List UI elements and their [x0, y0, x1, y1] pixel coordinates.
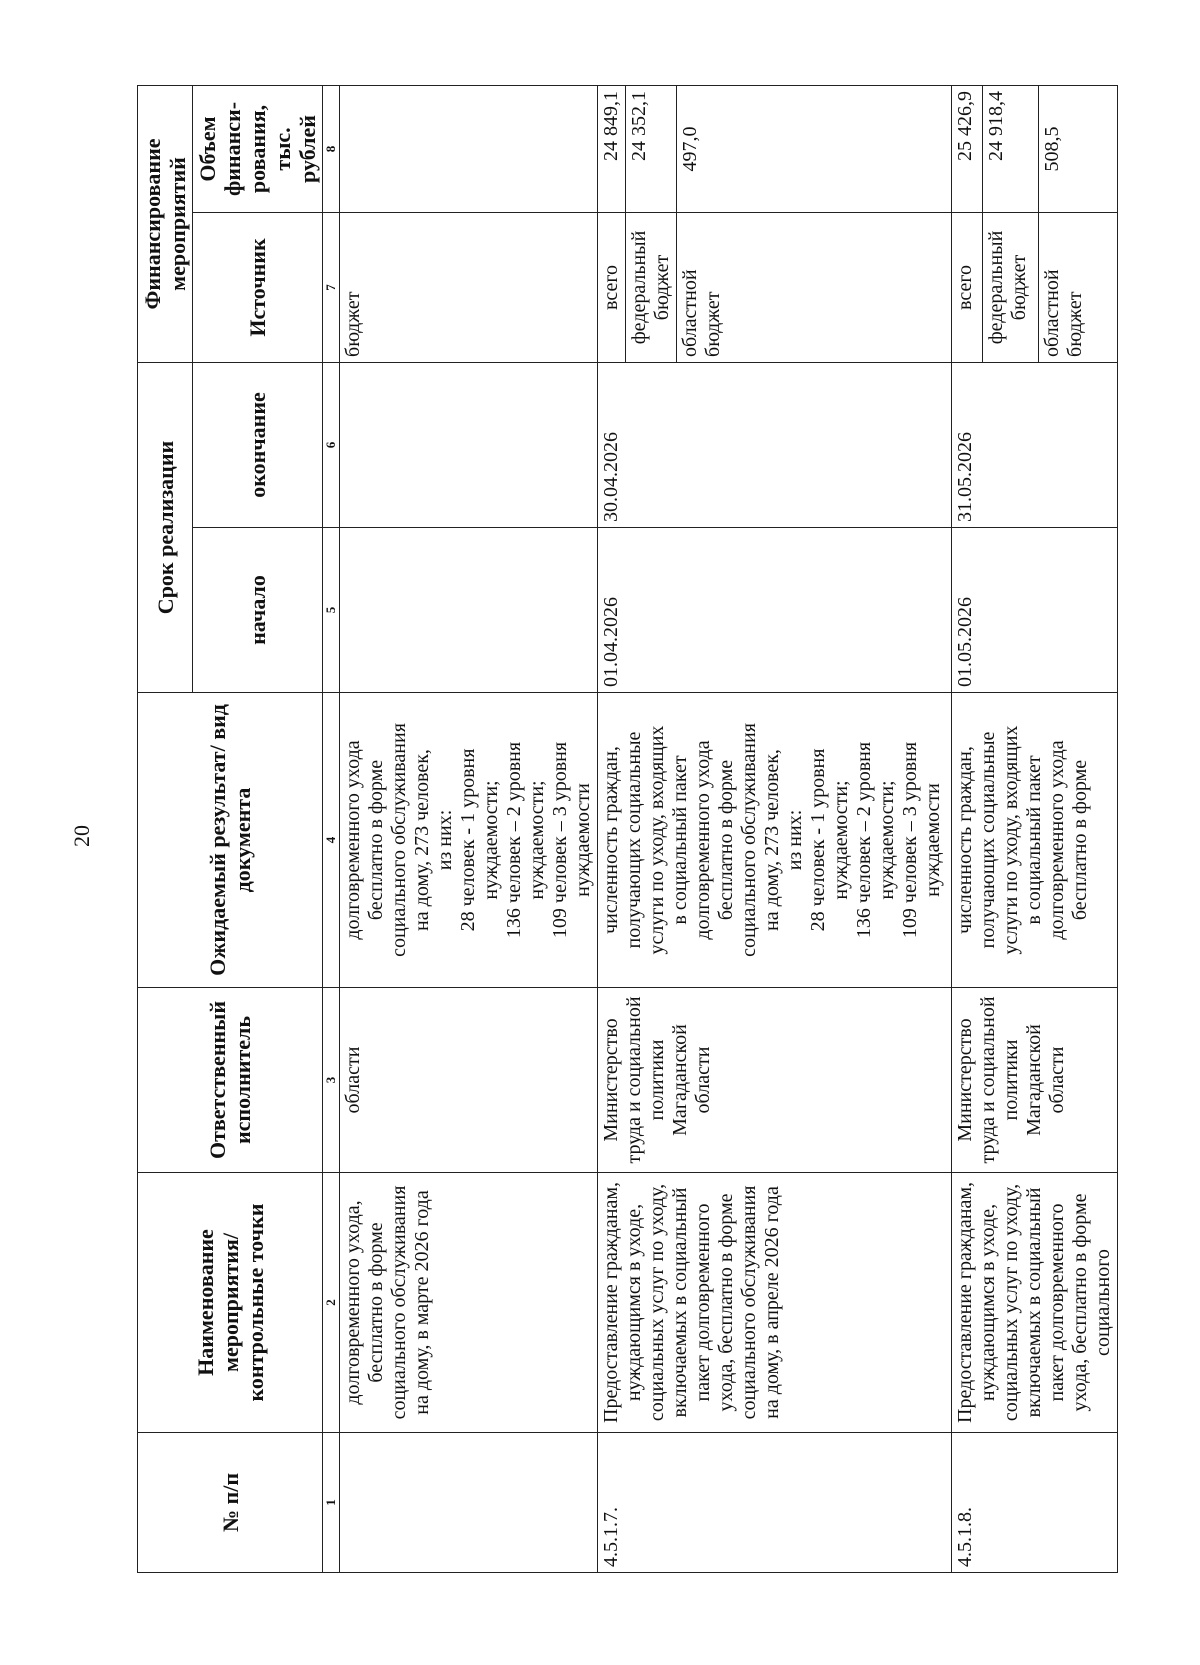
row-end: 30.04.2026	[598, 362, 952, 527]
result-line: из них:	[784, 809, 806, 871]
result-line: долговременного ухода	[342, 740, 364, 940]
row-name: Предоставление гражданам, нуждающимся в уходе, социальных услуг по уходу, включаемых в социальный пакет долговременного ухода, бесплатно в форме социального	[952, 1173, 1118, 1433]
row-end: 31.05.2026	[952, 362, 1118, 527]
header-amount: Объем финанси-рования, тыс. рублей	[193, 85, 323, 212]
result-line: долговременного ухода	[692, 740, 714, 940]
result-line: в социальный пакет	[669, 755, 691, 925]
column-number: 3	[323, 988, 340, 1173]
activities-table	[137, 85, 1118, 1573]
column-number: 8	[323, 85, 340, 212]
finance-amount: 24 849,1	[598, 85, 626, 212]
row-result	[340, 693, 598, 988]
result-line: 109 человек – 3 уровня	[549, 741, 571, 939]
result-line: получающих социальные	[977, 731, 999, 949]
row-name: долговременного ухода, бесплатно в форме социального обслуживания на дому, в марте 2026 года	[340, 1173, 598, 1433]
result-line: 109 человек – 3 уровня	[899, 741, 921, 939]
result-line: социального обслуживания	[388, 723, 410, 957]
finance-source: всего	[952, 212, 983, 362]
result-line: нуждаемости;	[526, 780, 548, 900]
result-line: услуги по уходу, входящих	[646, 725, 668, 955]
result-line: бесплатно в форме	[1069, 759, 1091, 921]
table-row	[598, 85, 626, 1572]
row-end	[340, 362, 598, 527]
header-executor: Ответственный исполнитель	[138, 988, 323, 1173]
finance-source: федеральный бюджет	[982, 212, 1038, 362]
result-line: из них:	[434, 809, 456, 871]
column-number: 7	[323, 212, 340, 362]
finance-amount: 497,0	[677, 85, 952, 212]
finance-source: областной бюджет	[1038, 212, 1117, 362]
row-start: 01.05.2026	[952, 528, 1118, 693]
finance-amount: 508,5	[1038, 85, 1117, 212]
result-line: услуги по уходу, входящих	[1000, 725, 1022, 955]
result-line: численность граждан,	[600, 746, 622, 934]
column-numbers-row	[323, 85, 340, 1572]
row-executor: Министерство труда и социальной политики Магаданской области	[952, 988, 1118, 1173]
row-start: 01.04.2026	[598, 528, 952, 693]
row-num: 4.5.1.8.	[952, 1433, 1118, 1573]
finance-source: федеральный бюджет	[626, 212, 677, 362]
column-number: 6	[323, 362, 340, 527]
result-line: нуждаемости	[922, 783, 944, 897]
header-result: Ожидаемый результат/ вид документа	[138, 693, 323, 988]
header-finance: Финансирование мероприятий	[138, 85, 193, 362]
row-num	[340, 1433, 598, 1573]
row-result	[598, 693, 952, 988]
result-line: численность граждан,	[954, 746, 976, 934]
result-line: 28 человек - 1 уровня	[457, 748, 479, 932]
result-line: бесплатно в форме	[365, 759, 387, 921]
table-row	[952, 85, 983, 1572]
result-line: на дому, 273 человек,	[761, 749, 783, 931]
result-line: бесплатно в форме	[715, 759, 737, 921]
finance-source: всего	[598, 212, 626, 362]
finance-amount: 24 918,4	[982, 85, 1038, 212]
column-number: 2	[323, 1173, 340, 1433]
result-line: нуждаемости;	[876, 780, 898, 900]
result-line: социального обслуживания	[738, 723, 760, 957]
result-line: нуждаемости;	[830, 780, 852, 900]
header-row-1	[138, 85, 193, 1572]
row-executor: Министерство труда и социальной политики Магаданской области	[598, 988, 952, 1173]
column-number: 1	[323, 1433, 340, 1573]
result-line: нуждаемости;	[480, 780, 502, 900]
result-line: на дому, 273 человек,	[411, 749, 433, 931]
row-start	[340, 528, 598, 693]
header-source: Источник	[193, 212, 323, 362]
result-line: получающих социальные	[623, 731, 645, 949]
row-num: 4.5.1.7.	[598, 1433, 952, 1573]
result-line: долговременного ухода	[1046, 740, 1068, 940]
header-num: № п/п	[138, 1433, 323, 1573]
table-row	[340, 85, 598, 1572]
column-number: 4	[323, 693, 340, 988]
row-name: Предоставление гражданам, нуждающимся в уходе, социальных услуг по уходу, включаемых в социальный пакет долговременного ухода, бесплатно в форме социального обслуживания на дому, в апреле 2026 года	[598, 1173, 952, 1433]
header-name: Наименование мероприятия/ контрольные точки	[138, 1173, 323, 1433]
row-executor: области	[340, 988, 598, 1173]
row-result	[952, 693, 1118, 988]
result-line: в социальный пакет	[1023, 755, 1045, 925]
result-line: 28 человек - 1 уровня	[807, 748, 829, 932]
result-line: 136 человек – 2 уровня	[503, 741, 525, 939]
finance-amount: 25 426,9	[952, 85, 983, 212]
finance-source: областной бюджет	[677, 212, 952, 362]
result-line: нуждаемости	[572, 783, 594, 897]
page-number: 20	[69, 825, 94, 847]
column-number: 5	[323, 528, 340, 693]
result-line: 136 человек – 2 уровня	[853, 741, 875, 939]
header-end: окончание	[193, 362, 323, 527]
finance-amount: 24 352,1	[626, 85, 677, 212]
row-amount	[340, 85, 598, 212]
header-start: начало	[193, 528, 323, 693]
row-source: бюджет	[340, 212, 598, 362]
header-period: Срок реализации	[138, 362, 193, 692]
